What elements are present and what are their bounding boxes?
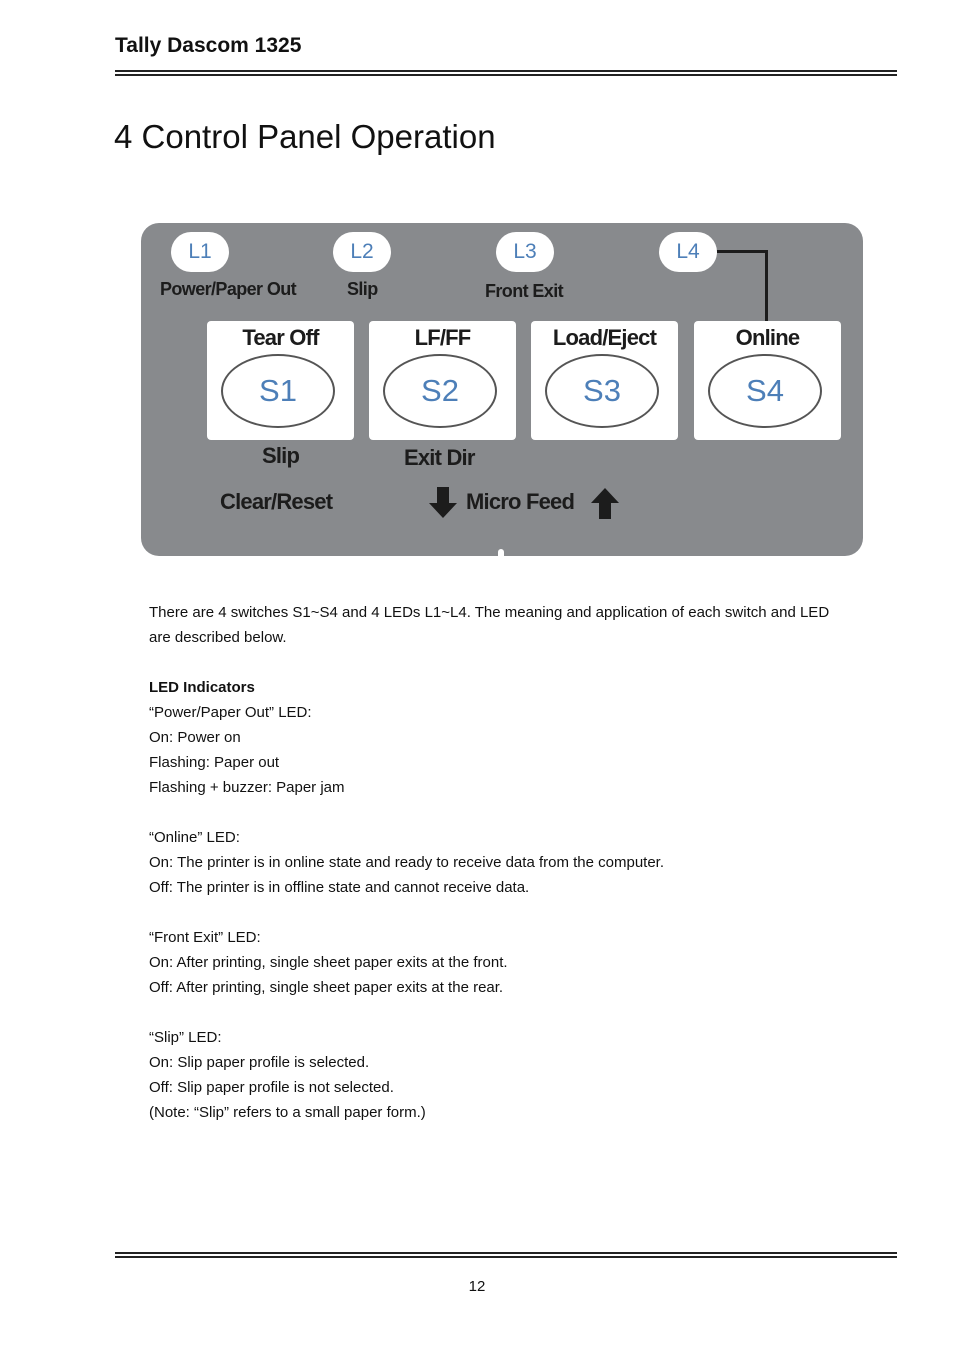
front-exit-led-title: “Front Exit” LED: bbox=[149, 929, 261, 946]
footer-rule-bottom bbox=[115, 1256, 897, 1258]
switch-s1-button: S1 bbox=[221, 354, 335, 428]
slip-led-title: “Slip” LED: bbox=[149, 1029, 222, 1046]
document-header-title: Tally Dascom 1325 bbox=[115, 34, 302, 57]
switch-s3-function-label: Load/Eject bbox=[552, 325, 657, 350]
s2-secondary-label: Exit Dir bbox=[404, 445, 475, 470]
online-led-title: “Online” LED: bbox=[149, 829, 240, 846]
switch-s2-button: S2 bbox=[383, 354, 497, 428]
page-number: 12 bbox=[468, 1278, 486, 1295]
switch-s4-button: S4 bbox=[708, 354, 822, 428]
section-title: 4 Control Panel Operation bbox=[114, 118, 496, 155]
led-l3: L3 bbox=[496, 232, 554, 272]
front-exit-led-line: Off: After printing, single sheet paper exits at the rear. bbox=[149, 979, 504, 996]
led-indicators-heading: LED Indicators bbox=[149, 679, 255, 696]
clear-reset-label: Clear/Reset bbox=[220, 489, 333, 514]
led-l2: L2 bbox=[333, 232, 391, 272]
header-rule-bottom bbox=[115, 74, 897, 76]
led-l1: L1 bbox=[171, 232, 229, 272]
micro-feed-label: Micro Feed bbox=[466, 489, 575, 514]
slip-led-note: (Note: “Slip” refers to a small paper form.) bbox=[149, 1104, 426, 1121]
arrow-up-icon bbox=[590, 487, 620, 519]
led-l2-label: Slip bbox=[347, 279, 378, 299]
power-led-title: “Power/Paper Out” LED: bbox=[149, 704, 312, 721]
switch-s4-function-label: Online bbox=[735, 325, 800, 350]
led-l4: L4 bbox=[659, 232, 717, 272]
led-l3-label: Front Exit bbox=[485, 281, 563, 301]
online-led-line: On: The printer is in online state and ready to receive data from the computer. bbox=[149, 854, 665, 871]
intro-line-2: are described below. bbox=[149, 629, 287, 646]
switch-s4 bbox=[694, 321, 841, 440]
front-exit-led-line: On: After printing, single sheet paper exits at the front. bbox=[149, 954, 508, 971]
slip-led-line: On: Slip paper profile is selected. bbox=[149, 1054, 370, 1071]
switch-s1 bbox=[207, 321, 354, 440]
switch-s1-function-label: Tear Off bbox=[242, 325, 319, 350]
arrow-down-icon bbox=[428, 487, 458, 519]
led-l1-label: Power/Paper Out bbox=[160, 279, 297, 299]
power-led-line: Flashing: Paper out bbox=[149, 754, 280, 771]
s1-secondary-label: Slip bbox=[262, 443, 300, 468]
power-led-line: Flashing + buzzer: Paper jam bbox=[149, 779, 345, 796]
switch-s2 bbox=[369, 321, 516, 440]
switch-s3 bbox=[531, 321, 678, 440]
power-led-line: On: Power on bbox=[149, 729, 241, 746]
l4-connector-horizontal bbox=[717, 250, 768, 253]
panel-notch bbox=[498, 549, 504, 559]
switch-s3-button: S3 bbox=[545, 354, 659, 428]
online-led-line: Off: The printer is in offline state and cannot receive data. bbox=[149, 879, 530, 896]
body-text bbox=[149, 600, 889, 1125]
header-rule-top bbox=[115, 70, 897, 72]
intro-line-1: There are 4 switches S1~S4 and 4 LEDs L1~L4. The meaning and application of each switch and LED bbox=[149, 604, 830, 621]
footer-rule-top bbox=[115, 1252, 897, 1254]
switch-s2-function-label: LF/FF bbox=[414, 325, 471, 350]
slip-led-line: Off: Slip paper profile is not selected. bbox=[149, 1079, 394, 1096]
l4-connector-vertical bbox=[765, 250, 768, 322]
